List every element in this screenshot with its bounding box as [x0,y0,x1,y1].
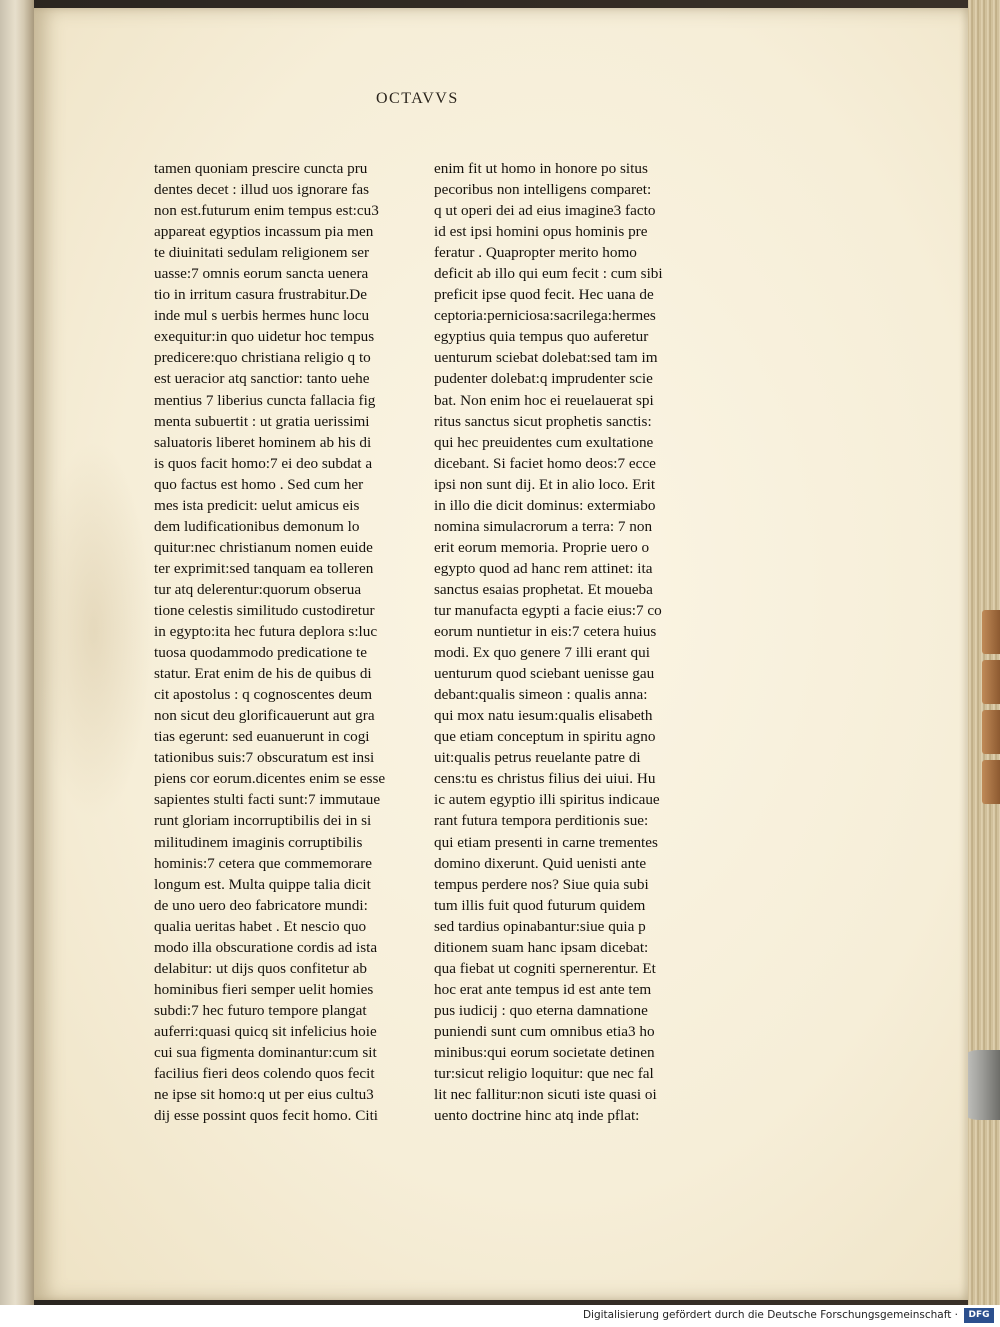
text-line: qui mox natu iesum:qualis elisabeth [434,707,653,725]
text-line: tur manufacta egypti a facie eius:7 co [434,601,662,619]
text-line: eorum nuntietur in eis:7 cetera huius [434,623,657,641]
book-binding-left [0,0,34,1305]
text-line: pus iudicij : quo eterna damnatione [434,1001,648,1019]
text-line: dij esse possint quos fecit homo. Citi [154,1107,379,1125]
text-line: uenturum sciebat dolebat:sed tam im [434,349,658,367]
text-line: pecoribus non intelligens comparet: [434,181,652,199]
dfg-logo: DFG [964,1308,994,1323]
text-line: ipsi non sunt dij. Et in alio loco. Erit [434,475,656,493]
text-line: tione celestis similitudo custodiretur [154,601,375,619]
text-line: bat. Non enim hoc ei reuelauerat spi [434,391,654,409]
text-line: facilius fieri deos colendo quos fecit [154,1065,375,1083]
text-line: qualia ueritas habet . Et nescio quo [154,917,367,935]
text-line: ritus sanctus sicut prophetis sanctis: [434,412,652,430]
text-line: exequitur:in quo uidetur hoc tempus [154,328,375,346]
text-line: tamen quoniam prescire cuncta pru [154,160,368,177]
text-line: ter exprimit:sed tanquam ea tolleren [154,559,374,577]
text-line: egypto quod ad hanc rem attinet: ita [434,559,653,577]
text-line: dem ludificationibus demonum lo [154,517,360,535]
page-tabs [982,610,1000,810]
text-line: saluatoris liberet hominem ab his di [154,433,372,451]
text-line: tuosa quodammodo predicatione te [154,644,367,662]
text-column-left [154,158,416,1126]
text-line: tur:sicut religio loquitur: que nec fal [434,1065,654,1083]
text-line: in illo die dicit dominus: extermiabo [434,496,656,514]
text-line: mes ista predicit: uelut amicus eis [154,496,360,514]
text-line: pudenter dolebat:q imprudenter scie [434,370,653,388]
text-line: rant futura tempora perditionis sue: [434,812,649,830]
text-line: tationibus suis:7 obscuratum est insi [154,749,375,767]
text-line: cit apostolus : q cognoscentes deum [154,686,373,704]
text-line: in egypto:ita hec futura deplora s:luc [154,623,378,641]
text-line: uit:qualis petrus reuelante patre di [434,749,641,767]
text-line: sapientes stulti facti sunt:7 immutaue [154,791,381,809]
paper-stain [34,440,154,820]
text-line: sanctus esaias prophetat. Et moueba [434,580,653,598]
text-line: inde mul s uerbis hermes hunc locu [154,307,370,325]
page-tab [982,660,1000,704]
text-line: te diuinitati sedulam religionem ser [154,244,370,262]
text-line: auferri:quasi quicq sit infelicius hoie [154,1022,377,1040]
text-line: ic autem egyptio illi spiritus indicaue [434,791,660,809]
text-line: ditionem suam hanc ipsam dicebat: [434,938,649,956]
text-line: predicere:quo christiana religio q to [154,349,371,367]
text-line: uenturum quod sciebant uenisse gau [434,665,655,683]
text-line: appareat egyptios incassum pia men [154,223,374,241]
page-tab [982,760,1000,804]
text-line: sed tardius opinabantur:siue quia p [434,917,646,935]
text-line: tempus perdere nos? Siue quia subi [434,875,649,893]
text-line: cui sua figmenta dominantur:cum sit [154,1043,377,1061]
text-line: hoc erat ante tempus id est ante tem [434,980,652,998]
text-line: est ueracior atq sanctior: tanto uehe [154,370,370,388]
text-line: q ut operi dei ad eius imagine3 facto [434,202,656,220]
text-line: cens:tu es christus filius dei uiui. Hu [434,770,656,788]
text-line: mentius 7 liberius cuncta fallacia fig [154,391,376,409]
digitization-footer [0,1305,1000,1327]
text-line: is quos facit homo:7 ei deo subdat a [154,454,373,472]
text-line: uasse:7 omnis eorum sancta uenera [154,265,369,283]
text-line: tum illis fuit quod futurum quidem [434,896,646,914]
text-line: que etiam conceptum in spiritu agno [434,728,656,746]
text-line: ne ipse sit homo:q ut per eius cultu3 [154,1086,374,1104]
text-line: preficit ipse quod fecit. Hec uana de [434,286,654,304]
text-line: qui hec preuidentes cum exultatione [434,433,654,451]
text-line: longum est. Multa quippe talia dicit [154,875,371,893]
text-line: modo illa obscuratione cordis ad ista [154,938,378,956]
text-line: deficit ab illo qui eum fecit : cum sibi [434,265,663,283]
text-line: egyptius quia tempus quo auferetur [434,328,649,346]
text-line: qua fiebat ut cogniti spernerentur. Et [434,959,656,977]
text-column-right [434,158,696,1126]
text-line: de uno uero deo fabricatore mundi: [154,896,368,914]
text-line: menta subuertit : ut gratia uerissimi [154,412,370,430]
text-line: dentes decet : illud uos ignorare fas [154,181,370,199]
text-line: quitur:nec christianum nomen euide [154,538,373,556]
page-tab [982,610,1000,654]
text-line: feratur . Quapropter merito homo [434,244,637,262]
text-line: hominibus fieri semper uelit homies [154,980,374,998]
text-line: domino dixerunt. Quid uenisti ante [434,854,647,872]
text-line: quo factus est homo . Sed cum her [154,475,364,493]
text-line: ceptoria:perniciosa:sacrilega:hermes [434,307,656,325]
text-line: tur atq delerentur:quorum obserua [154,580,362,598]
text-line: non est.futurum enim tempus est:cu3 [154,202,379,220]
text-line: erit eorum memoria. Proprie uero o [434,538,650,556]
text-line: dicebant. Si faciet homo deos:7 ecce [434,454,656,472]
text-line: non sicut deu glorificauerunt aut gra [154,707,375,725]
text-line: tio in irritum casura frustrabitur.De [154,286,367,304]
text-line: statur. Erat enim de his de quibus di [154,665,372,683]
text-line: delabitur: ut dijs quos confitetur ab [154,959,368,977]
text-line: qui etiam presenti in carne trementes [434,833,658,851]
text-line: debant:qualis simeon : qualis anna: [434,686,648,704]
text-line: uento doctrine hinc atq inde pflat: [434,1107,640,1125]
funding-credit: Digitalisierung gefördert durch die Deutsche Forschungsgemeinschaft · [582,1309,958,1321]
text-line: nomina simulacrorum a terra: 7 non [434,517,653,535]
text-line: subdi:7 hec futuro tempore plangat [154,1001,367,1019]
text-line: puniendi sunt cum omnibus etia3 ho [434,1022,655,1040]
text-line: piens cor eorum.dicentes enim se esse [154,770,386,788]
text-line: id est ipsi homini opus hominis pre [434,223,648,241]
running-head: OCTAVVS [376,90,459,107]
text-line: runt gloriam incorruptibilis dei in si [154,812,372,830]
text-line: militudinem imaginis corruptibilis [154,833,363,851]
text-line: enim fit ut homo in honore po situs [434,160,648,177]
text-line: modi. Ex quo genere 7 illi erant qui [434,644,650,662]
text-line: lit nec fallitur:non sicuti iste quasi oi [434,1086,657,1104]
text-line: tias egerunt: sed euanuerunt in cogi [154,728,370,746]
text-line: hominis:7 cetera que commemorare [154,854,373,872]
text-line: minibus:qui eorum societate detinen [434,1043,655,1061]
page-tab [982,710,1000,754]
